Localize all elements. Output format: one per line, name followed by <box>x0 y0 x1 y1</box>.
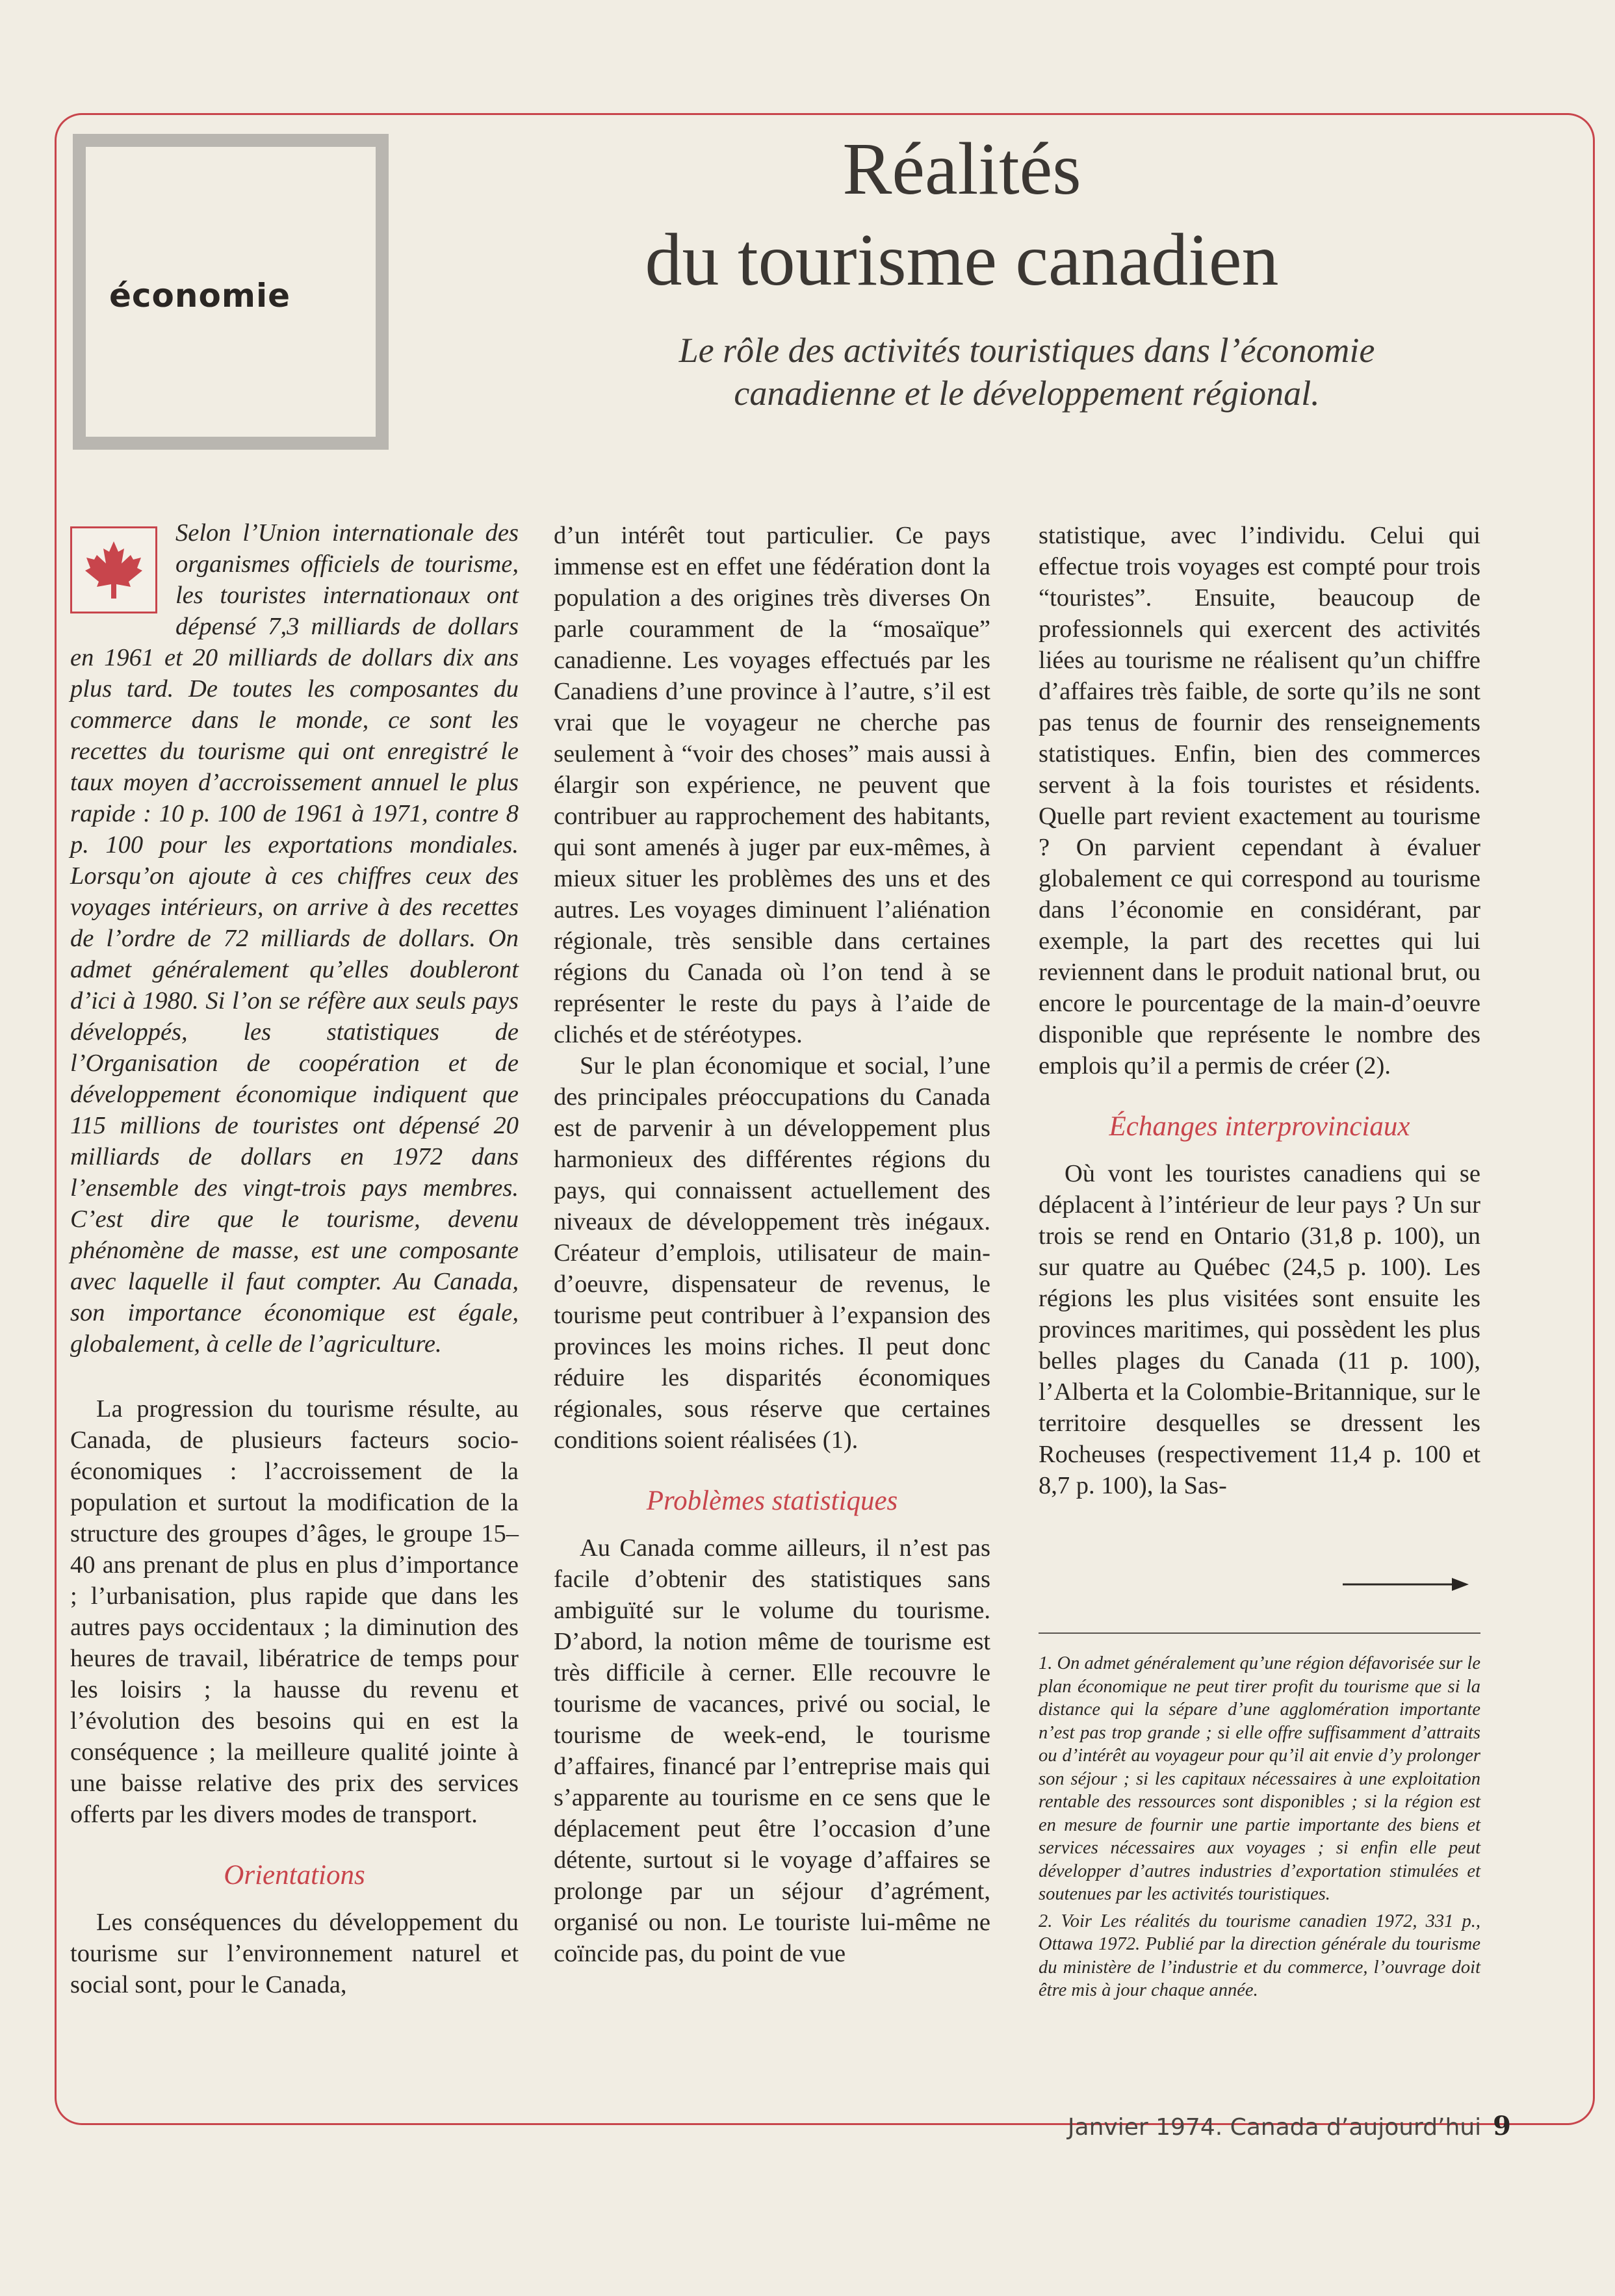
subheading-problemes: Problèmes statistiques <box>646 1486 898 1516</box>
subheading-echanges: Échanges interprovinciaux <box>1109 1111 1410 1142</box>
paragraph: Les conséquences du développement du tourisme sur l’environnement naturel et social sont, pour le Canada, <box>70 1909 519 1998</box>
paragraph: La progression du tourisme résulte, au Canada, de plusieurs facteurs socio-économiques : l’accroissement de la population et surtout la modification de la structure des groupes d’âges, le groupe 15–40 ans prenant de plus en plus d’importance ; l’urbanisation, plus rapide que dans les autres pays occidentaux ; la diminution des heures de travail, libératrice de temps pour les loisirs ; la hausse du revenu et l’évolution des besoins qui en est la conséquence ; la meilleure qualité jointe à une baisse relative des prix des services offerts par les divers modes de transport. <box>70 1395 519 1828</box>
page-footer <box>1068 2111 1511 2141</box>
lead-paragraph: Selon l’Union internationale des organismes officiels de tourisme, les touristes internationaux ont dépensé 7,3 milliards de dollars en 1961 et 20 milliards de dollars dix ans plus tard. De toutes les composantes du commerce dans le monde, ce sont les recettes du tourisme qui ont enregistré le taux moyen d’accroissement annuel le plus rapide : 10 p. 100 de 1961 à 1971, contre 8 p. 100 pour les exportations mondiales. Lorsqu’on ajoute à ces chiffres ceux des voyages intérieurs, on arrive à des recettes de l’ordre de 72 milliards de dollars. On admet généralement qu’elles doubleront d’ici à 1980. Si l’on se réfère aux seuls pays développés, les statistiques de l’Organisation de coopération et de développement économique indiquent que 115 millions de touristes ont dépensé 20 milliards de dollars en 1972 dans l’ensemble des vingt-trois pays membres. C’est dire que le tourisme, devenu phénomène de masse, est une composante avec laquelle il faut compter. Au Canada, son importance économique est égale, globalement, à celle de l’agriculture. <box>70 519 519 1358</box>
column-1 <box>70 517 519 2000</box>
paragraph: Sur le plan économique et social, l’une des principales préoccupations du Canada est de parvenir à un développement plus harmonieux des différentes régions du pays, qui connaissent actuellement des niveaux de développement très inégaux. Créateur d’emplois, utilisateur de main-d’oeuvre, dispensateur de revenus, le tourisme peut contribuer à l’expansion des provinces les moins riches. Il peut donc réduire les disparités économiques régionales, sous réserve que certaines conditions soient réalisées (1). <box>554 1052 990 1454</box>
column-3 <box>1039 520 1480 1501</box>
paragraph: d’un intérêt tout particulier. Ce pays immense est en effet une fédération dont la population a des origines très diverses On parle couramment de la “mosaïque” canadienne. Les voyages effectués par les Canadiens d’une province à l’autre, s’il est vrai que le voyageur ne cherche pas seulement à “voir des choses” mais aussi à élargir son expérience, ne peuvent que contribuer au rapprochement des habitants, qui sont amenés à juger par eux-mêmes, à mieux situer les problèmes des uns et des autres. Les voyages diminuent l’aliénation régionale, très sensible dans certaines régions du Canada où l’on tend à se représenter le reste du pays à l’aide de clichés et de stéréotypes. <box>554 522 990 1048</box>
page-number: 9 <box>1493 2111 1511 2141</box>
arrow-right-icon <box>1343 1571 1470 1597</box>
footnotes <box>1039 1632 1480 2006</box>
title-line-1: Réalités <box>842 127 1081 210</box>
footer-text: Janvier 1974. Canada d’aujourd’hui <box>1067 2114 1482 2141</box>
subheading-orientations: Orientations <box>224 1860 365 1890</box>
title-line-2: du tourisme canadien <box>645 218 1279 301</box>
footnote-1: 1. On admet généralement qu’une région défavorisée sur le plan économique ne peut tirer profit du tourisme que si la distance qui la sépare d’une agglomération importante n’est pas trop grande ; si elle offre suffisamment d’attraits ou d’intérêt au voyageur pour qu’il ait envie d’y prolonger son séjour ; si les capitaux nécessaires à une exploitation rentable des ressources sont disponibles ; si la région est en mesure de fournir une partie importante des biens et services nécessaires aux voyages ; si enfin elle peut développer d’autres industries d’exportation stimulées et soutenues par les activités touristiques. <box>1039 1653 1480 1904</box>
section-label: économie <box>109 277 291 315</box>
paragraph: statistique, avec l’individu. Celui qui effectue trois voyages est compté pour trois “touristes”. Ensuite, beaucoup de professionnels qui exercent des activités liées au tourisme ne réalisent qu’un chiffre d’affaires très faible, de sorte qu’ils ne sont pas tenus de fournir des renseignements statistiques. Enfin, bien des commerces servent à la fois touristes et résidents. Quelle part revient exactement au tourisme ? On parvient cependant à évaluer globalement ce qui correspond au tourisme dans l’économie en considérant, par exemple, la part des recettes qui lui reviennent dans le produit national brut, ou encore le pourcentage de la main-d’oeuvre disponible que représente le nombre des emplois qu’il a permis de créer (2). <box>1039 522 1480 1079</box>
column-2 <box>554 520 990 1969</box>
footnote-2: 2. Voir Les réalités du tourisme canadien 1972, 331 p., Ottawa 1972. Publié par la direction générale du tourisme du ministère de l’industrie et du commerce, l’ouvrage doit être mis à jour chaque année. <box>1039 1911 1480 2000</box>
paragraph: Où vont les touristes canadiens qui se déplacent à l’intérieur de leur pays ? Un sur trois se rend en Ontario (31,8 p. 100), un sur quatre au Québec (24,5 p. 100). Les régions les plus visitées sont ensuite les provinces maritimes, qui possèdent les plus belles plages du Canada (11 p. 100), l’Alberta et la Colombie-Britannique, sur le territoire desquelles se dressent les Rocheuses (respectivement 11,4 p. 100 et 8,7 p. 100), la Sas- <box>1039 1160 1480 1499</box>
section-box <box>73 134 389 450</box>
article-subtitle: Le rôle des activités touristiques dans l’économie canadienne et le développement régional. <box>678 331 1375 413</box>
paragraph: Au Canada comme ailleurs, il n’est pas facile d’obtenir des statistiques sans ambiguïté sur le volume du tourisme. D’abord, la notion même de tourisme est très difficile à cerner. Elle recouvre le tourisme de vacances, privé ou social, le tourisme de week-end, le tourisme d’affaires, financé par l’entreprise mais qui s’apparente au tourisme en ce sens que le déplacement peut être l’occasion d’une détente, surtout si le voyage d’affaires se prolonge par un séjour d’agrément, organisé ou non. Le touriste lui-même ne coïncide pas, du point de vue <box>554 1534 990 1967</box>
maple-leaf-icon <box>70 526 157 613</box>
article-title <box>520 123 1404 305</box>
